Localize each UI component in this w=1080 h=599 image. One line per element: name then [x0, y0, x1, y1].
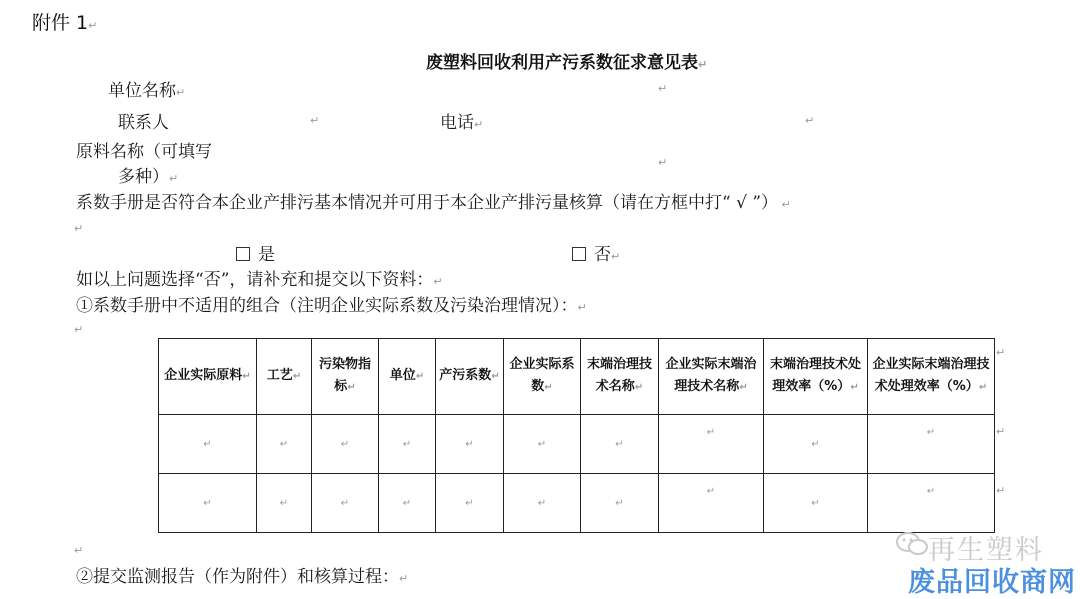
table-cell[interactable]: ↵ [581, 415, 659, 474]
yes-checkbox[interactable] [236, 247, 250, 261]
material-field[interactable]: ↵ [658, 156, 668, 169]
col-header-actual-treatment-efficiency: 企业实际末端治理技术处理效率（%）↵ [868, 339, 995, 415]
table-cell[interactable]: ↵ [257, 474, 312, 533]
followup-instruction: 如以上问题选择“否”，请补充和提交以下资料：↵ [76, 270, 443, 290]
unit-name-field[interactable]: ↵ [658, 82, 668, 95]
watermark-text: 再生塑料 [928, 535, 1044, 566]
paragraph-mark: ↵ [74, 222, 84, 235]
table-cell[interactable]: ↵ [379, 415, 436, 474]
table-cell[interactable]: ↵ [436, 415, 504, 474]
col-header-pollution-factor: 产污系数↵ [436, 339, 504, 415]
col-header-pollutant: 污染物指标↵ [312, 339, 379, 415]
col-header-treatment-tech: 末端治理技术名称↵ [581, 339, 659, 415]
table-cell[interactable]: ↵ [159, 474, 257, 533]
table-cell[interactable]: ↵ [659, 474, 764, 533]
contact-field[interactable]: ↵ [310, 114, 320, 127]
paragraph-mark: ↵ [74, 323, 84, 336]
table-cell[interactable]: ↵ [581, 474, 659, 533]
table-cell[interactable]: ↵ [436, 474, 504, 533]
option-no[interactable]: 否↵ [572, 240, 620, 265]
unit-name-label: 单位名称↵ [108, 81, 186, 101]
no-checkbox[interactable] [572, 247, 586, 261]
table-cell[interactable]: ↵ [379, 474, 436, 533]
col-header-process: 工艺↵ [257, 339, 312, 415]
applicability-question: 系数手册是否符合本企业产排污基本情况并可用于本企业产排污量核算（请在方框中打“ √ ”） ↵ [76, 193, 791, 213]
material-label-line2: 多种）↵ [118, 167, 179, 187]
col-header-actual-factor: 企业实际系数↵ [504, 339, 581, 415]
table-cell[interactable]: ↵ [504, 474, 581, 533]
table-cell[interactable]: ↵ [659, 415, 764, 474]
table-row [159, 415, 995, 474]
table-cell[interactable]: ↵ [504, 415, 581, 474]
attachment-label: 附件 1↵ [32, 12, 98, 34]
table-cell[interactable]: ↵ [764, 474, 868, 533]
table-cell[interactable]: ↵ [868, 474, 995, 533]
item1-instruction: ①系数手册中不适用的组合（注明企业实际系数及污染治理情况）：↵ [76, 296, 587, 316]
paragraph-mark: ↵ [996, 484, 1006, 497]
phone-label: 电话↵ [440, 113, 484, 133]
paragraph-mark: ↵ [996, 346, 1006, 359]
table-cell[interactable]: ↵ [312, 415, 379, 474]
paragraph-mark: ↵ [74, 544, 84, 557]
table-cell[interactable]: ↵ [868, 415, 995, 474]
wechat-icon [895, 531, 929, 557]
col-header-raw-material: 企业实际原料↵ [159, 339, 257, 415]
watermark-site-logo: 废品回收商网 [908, 567, 1076, 598]
table-cell[interactable]: ↵ [159, 415, 257, 474]
page-title: 废塑料回收利用产污系数征求意见表↵ [426, 53, 708, 73]
contact-label: 联系人 [118, 113, 169, 133]
table-cell[interactable]: ↵ [312, 474, 379, 533]
table-cell[interactable]: ↵ [764, 415, 868, 474]
paragraph-mark: ↵ [996, 425, 1006, 438]
item2-instruction: ②提交监测报告（作为附件）和核算过程：↵ [76, 567, 409, 587]
col-header-unit: 单位↵ [379, 339, 436, 415]
factor-table [158, 338, 995, 533]
material-label-line1: 原料名称（可填写 [76, 142, 212, 162]
col-header-treatment-efficiency: 末端治理技术处理效率（%）↵ [764, 339, 868, 415]
col-header-actual-treatment-tech: 企业实际末端治理技术名称↵ [659, 339, 764, 415]
table-row [159, 474, 995, 533]
option-yes[interactable]: 是 [236, 240, 275, 265]
table-cell[interactable]: ↵ [257, 415, 312, 474]
table-header-row [159, 339, 995, 415]
phone-field[interactable]: ↵ [805, 114, 815, 127]
